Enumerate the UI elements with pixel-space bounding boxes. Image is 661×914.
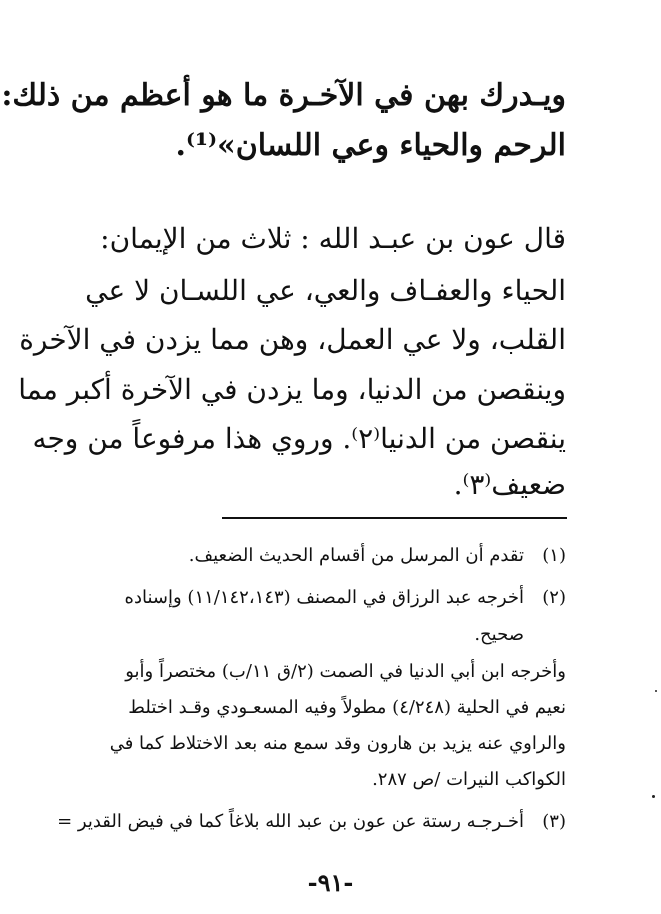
scan-speck: [652, 795, 655, 798]
footnote-3-line-1: أخـرجـه رستة عن عون بن عبد الله بلاغاً كما في فيض القدير =: [57, 811, 524, 832]
page-number: -٩١-: [307, 868, 354, 897]
footnote-2-line-2: صحيح.: [474, 624, 524, 645]
quote-line-2: الرحم والحياء وعي اللسان»⁽¹⁾.: [175, 128, 566, 163]
footnote-2-line-4: نعيم في الحلية (٤/٢٤٨) مطولاً وفيه المسعـودي وقـد اختلط: [128, 697, 566, 718]
paragraph-line-2: الحياء والعفـاف والعي، عي اللسـان لا عي: [85, 274, 566, 307]
footnote-divider: [222, 517, 567, 519]
footnote-1-marker: (١): [542, 545, 566, 566]
footnote-2-marker: (٢): [542, 587, 566, 608]
paragraph-line-1: قال عون بن عبـد الله : ثلاث من الإيمان:: [100, 222, 566, 255]
quote-line-1: ويـدرك بهن في الآخـرة ما هو أعظم من ذلك:: [1, 78, 566, 113]
paragraph-line-6: ضعيف⁽٣⁾.: [453, 468, 566, 501]
footnote-3-marker: (٣): [542, 811, 566, 832]
scan-speck: [655, 690, 657, 692]
paragraph-line-5: ينقصن من الدنيا⁽٢⁾. وروي هذا مرفوعاً من وجه: [32, 422, 566, 455]
paragraph-line-3: القلب، ولا عي العمل، وهن مما يزدن في الآخرة: [19, 323, 566, 356]
footnote-2-line-6: الكواكب النيرات /ص ٢٨٧.: [372, 769, 566, 790]
footnote-2-line-3: وأخرجه ابن أبي الدنيا في الصمت (٢/ق ١١/ب) مختصراً وأبو: [125, 661, 566, 682]
paragraph-line-4: وينقصن من الدنيا، وما يزدن في الآخرة أكبر مما: [18, 373, 566, 406]
footnote-1-line-1: تقدم أن المرسل من أقسام الحديث الضعيف.: [188, 545, 524, 566]
footnote-2-line-1: أخرجه عبد الرزاق في المصنف (١١/١٤٢،١٤٣) وإسناده: [124, 587, 524, 608]
footnote-2-line-5: والراوي عنه يزيد بن هارون وقد سمع منه بعد الاختلاط كما في: [109, 733, 566, 754]
